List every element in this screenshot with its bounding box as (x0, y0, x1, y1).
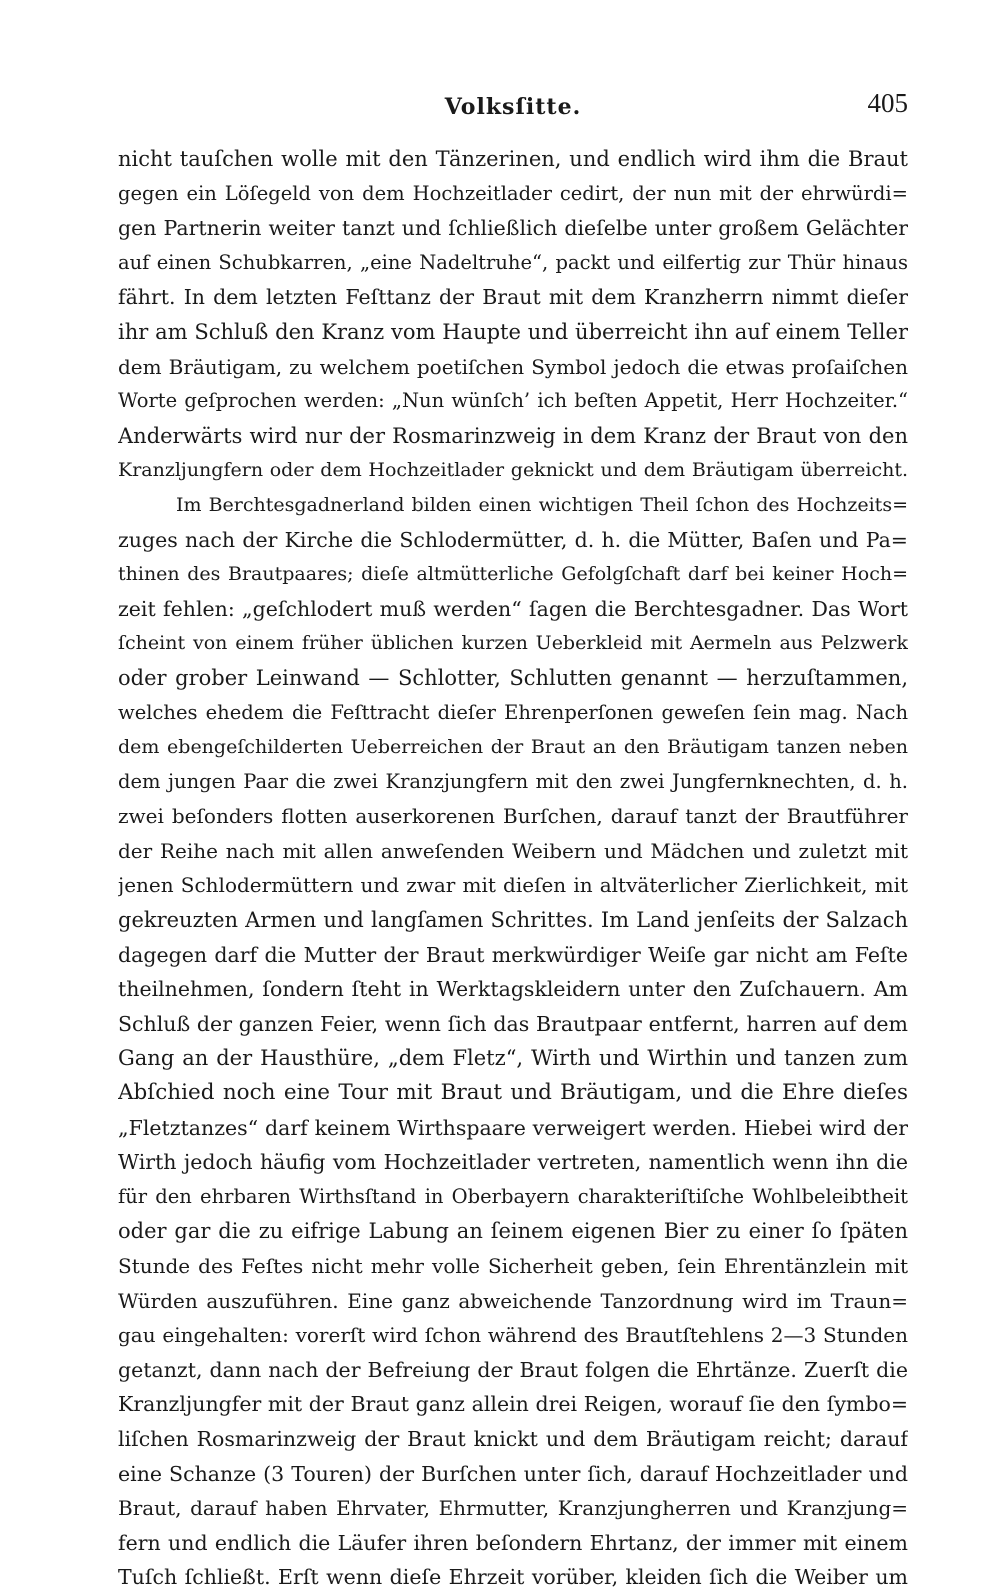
text-line: Anderwärts wird nur der Rosmarinzweig in dem Kranz der Braut von den (118, 423, 908, 448)
text-line: getanzt, dann nach der Befreiung der Braut folgen die Ehrtänze. Zuerſt die (118, 1357, 908, 1382)
text-line: ihr am Schluß den Kranz vom Haupte und überreicht ihn auf einem Teller (118, 319, 908, 344)
text-line: dem Bräutigam, zu welchem poetiſchen Symbol jedoch die etwas proſaiſchen (118, 354, 908, 379)
text-line: der Reihe nach mit allen anweſenden Weibern und Mädchen und zuletzt mit (118, 838, 908, 863)
text-line: Worte geſprochen werden: „Nun wünſch’ ich beſten Appetit, Herr Hochzeiter.“ (118, 389, 908, 413)
text-line: auf einen Schubkarren, „eine Nadeltruhe“, packt und eilfertig zur Thür hinaus (118, 250, 908, 274)
text-line: Kranzljungfer mit der Braut ganz allein drei Reigen, worauf ſie den ſymbo= (118, 1392, 908, 1417)
paragraph-end-line: Kranzljungfern oder dem Hochzeitlader geknickt und dem Bräutigam überreicht. (118, 459, 908, 482)
text-line: gau eingehalten: vorerſt wird ſchon während des Brautſtehlens 2—3 Stunden (118, 1323, 908, 1348)
text-line: fern und endlich die Läufer ihren beſondern Ehrtanz, der immer mit einem (118, 1530, 908, 1555)
text-line: Tuſch ſchließt. Erſt wenn dieſe Ehrzeit vorüber, kleiden ſich die Weiber um (118, 1565, 908, 1590)
text-line: für den ehrbaren Wirthsſtand in Oberbayern charakteriſtiſche Wohlbeleibtheit (118, 1184, 908, 1208)
text-line: jenen Schlodermüttern und zwar mit dieſen in altväterlicher Zierlichkeit, mit (118, 873, 908, 898)
running-title: Volksſitte. (444, 94, 582, 120)
text-line: welches ehedem die Feſttracht dieſer Ehrenperſonen geweſen ſein mag. Nach (118, 700, 908, 724)
text-line: Wirth jedoch häufig vom Hochzeitlader vertreten, namentlich wenn ihn die (118, 1150, 908, 1175)
text-line: zeit fehlen: „geſchlodert muß werden“ ſagen die Berchtesgadner. Das Wort (118, 596, 908, 621)
text-line: dem ebengeſchilderten Ueberreichen der Braut an den Bräutigam tanzen neben (118, 736, 908, 759)
text-line: Schluß der ganzen Feier, wenn ſich das Brautpaar entfernt, harren auf dem (118, 1011, 908, 1036)
text-line: Stunde des Feſtes nicht mehr volle Sicherheit geben, ſein Ehrentänzlein mit (118, 1254, 908, 1278)
text-line: oder gar die zu eifrige Labung an ſeinem eigenen Bier zu einer ſo ſpäten (118, 1219, 908, 1244)
text-line: Braut, darauf haben Ehrvater, Ehrmutter, Kranzjungherren und Kranzjung= (118, 1496, 908, 1521)
text-line: oder grober Leinwand — Schlotter, Schlutten genannt — herzuſtammen, (118, 665, 908, 690)
text-line: theilnehmen, ſondern ſteht in Werktagskleidern unter den Zuſchauern. Am (118, 977, 908, 1002)
text-line: zuges nach der Kirche die Schlodermütter, d. h. die Mütter, Baſen und Pa= (118, 527, 908, 552)
text-line: dagegen darf die Mutter der Braut merkwürdiger Weiſe gar nicht am Feſte (118, 942, 908, 967)
text-line: thinen des Brautpaares; dieſe altmütterliche Gefolgſchaft darf bei keiner Hoch= (118, 563, 908, 586)
running-head (118, 88, 908, 128)
text-line: gekreuzten Armen und langſamen Schrittes. Im Land jenſeits der Salzach (118, 908, 908, 933)
text-line: ſcheint von einem früher üblichen kurzen Ueberkleid mit Aermeln aus Pelzwerk (118, 632, 908, 655)
body-text (118, 142, 908, 1595)
text-line: „Fletztanzes“ darf keinem Wirthspaare verweigert werden. Hiebei wird der (118, 1115, 908, 1140)
text-line: Würden auszuführen. Eine ganz abweichende Tanzordnung wird im Traun= (118, 1288, 908, 1313)
text-line: dem jungen Paar die zwei Kranzjungfern mit den zwei Jungfernknechten, d. h. (118, 769, 908, 793)
page-number: 405 (867, 88, 908, 118)
text-line: liſchen Rosmarinzweig der Braut knickt und dem Bräutigam reicht; darauf (118, 1426, 908, 1451)
text-line: fährt. In dem letzten Feſttanz der Braut mit dem Kranzherrn nimmt dieſer (118, 285, 908, 310)
text-line: eine Schanze (3 Touren) der Burſchen unter ſich, darauf Hochzeitlader und (118, 1461, 908, 1486)
text-line: zwei beſonders flotten auserkorenen Burſchen, darauf tanzt der Brautführer (118, 804, 908, 829)
text-line: Abſchied noch eine Tour mit Braut und Bräutigam, und die Ehre dieſes (118, 1080, 908, 1106)
text-line: Gang an der Hausthüre, „dem Fletz“, Wirth und Wirthin und tanzen zum (118, 1046, 908, 1071)
text-line: gegen ein Löſegeld von dem Hochzeitlader cedirt, der nun mit der ehrwürdi= (118, 181, 908, 205)
paragraph-start-line: Im Berchtesgadnerland bilden einen wichtigen Theil ſchon des Hochzeits= (176, 493, 908, 516)
text-line: gen Partnerin weiter tanzt und ſchließlich dieſelbe unter großem Gelächter (118, 216, 908, 241)
text-line: nicht tauſchen wolle mit den Tänzerinen, und endlich wird ihm die Braut (118, 147, 908, 171)
